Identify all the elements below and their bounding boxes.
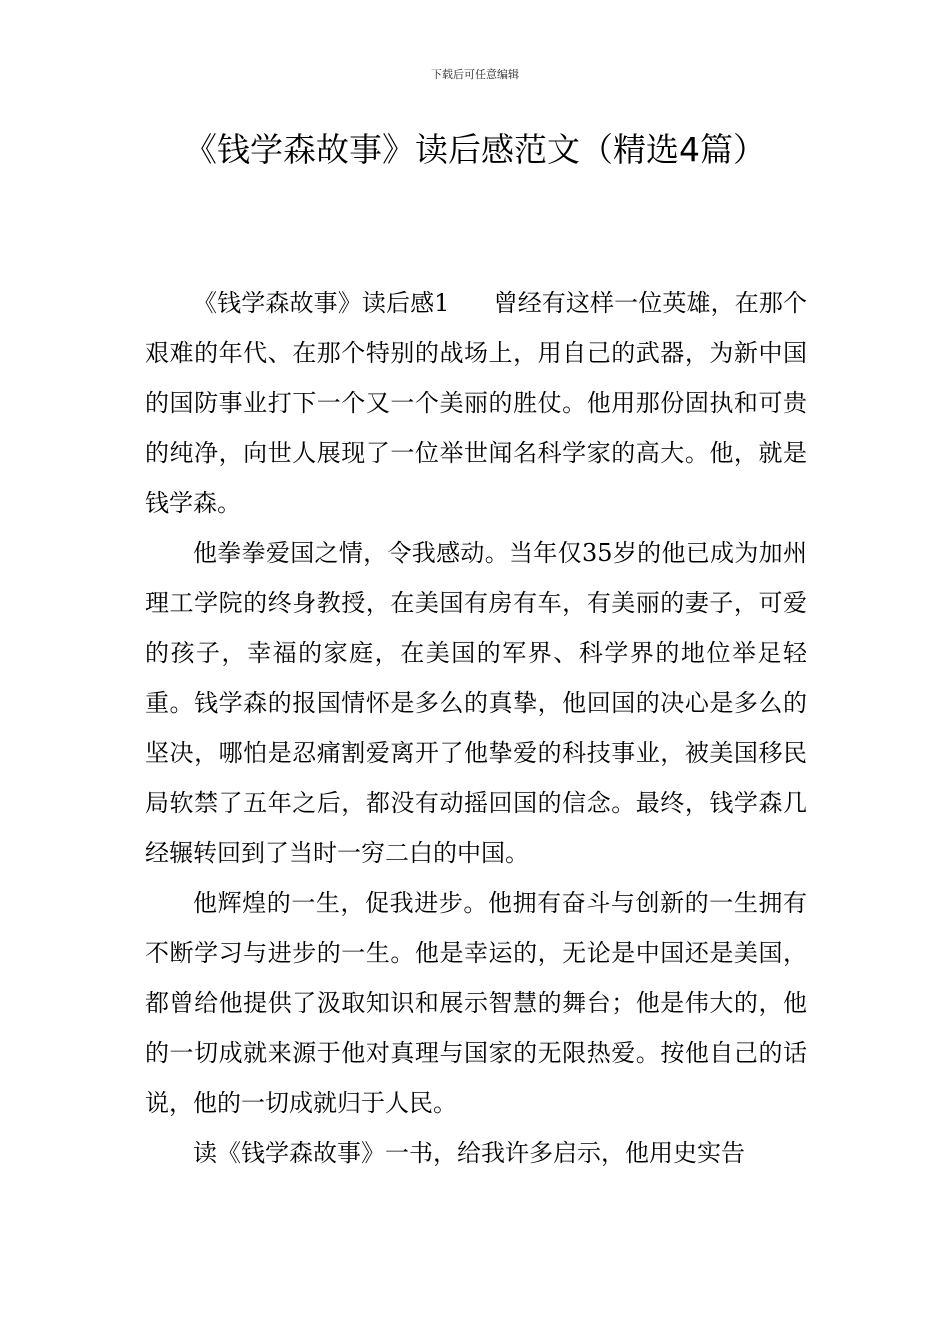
paragraph-2: 他拳拳爱国之情，令我感动。当年仅35岁的他已成为加州理工学院的终身教授，在美国有房有车，有美丽的妻子，可爱的孩子，幸福的家庭，在美国的军界、科学界的地位举足轻重。钱学森的报国情怀是多么的真挚，他回国的决心是多么的坚决，哪怕是忍痛割爱离开了他挚爱的科技事业，被美国移民局软禁了五年之后，都没有动摇回国的信念。最终，钱学森几经辗转回到了当时一穷二白的中国。	[145, 539, 807, 867]
paragraph-1-text: 曾经有这样一位英雄，在那个艰难的年代、在那个特别的战场上，用自己的武器，为新中国的国防事业打下一个又一个美丽的胜仗。他用那份固执和可贵的纯净，向世人展现了一位举世闻名科学家的高大。他，就是钱学森。	[145, 289, 807, 517]
paragraph-3: 他辉煌的一生，促我进步。他拥有奋斗与创新的一生拥有不断学习与进步的一生。他是幸运的，无论是中国还是美国，都曾给他提供了汲取知识和展示智慧的舞台；他是伟大的，他的一切成就来源于他对真理与国家的无限热爱。按他自己的话说，他的一切成就归于人民。	[145, 889, 807, 1117]
paragraph-1	[145, 278, 807, 528]
document-title: 《钱学森故事》读后感范文（精选4篇）	[184, 130, 766, 169]
header-note: 下载后可任意编辑	[431, 68, 519, 81]
paragraph-1-label: 《钱学森故事》读后感1	[193, 289, 450, 317]
document-body	[145, 278, 807, 1178]
paragraph-4: 读《钱学森故事》一书，给我许多启示，他用史实告	[193, 1139, 745, 1167]
